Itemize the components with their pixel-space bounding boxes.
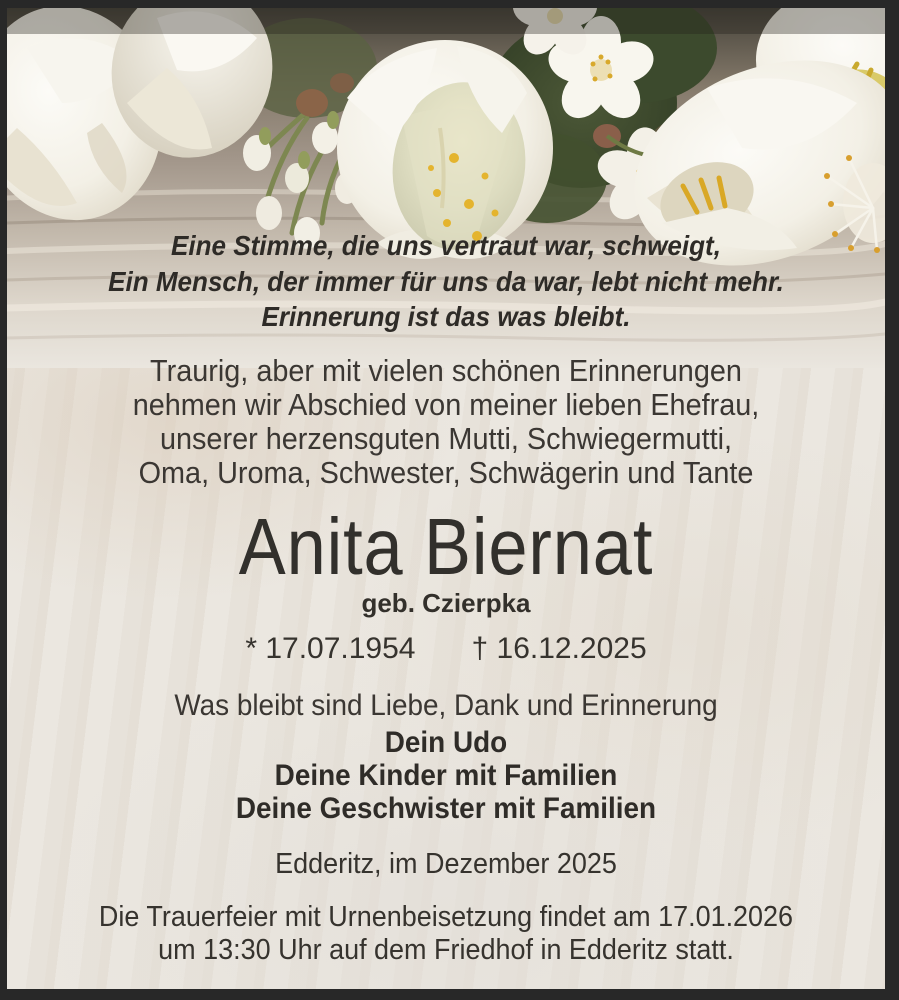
- intro-line: nehmen wir Abschied von meiner lieben Ehefrau,: [132, 387, 760, 422]
- verse-line: Erinnerung ist das was bleibt.: [261, 301, 631, 332]
- verse-line: Eine Stimme, die uns vertraut war, schweigt,: [171, 230, 721, 261]
- mourner-line: Deine Kinder mit Familien: [274, 759, 618, 792]
- place-date-line: Edderitz, im Dezember 2025: [275, 848, 617, 880]
- death-date: † 16.12.2025: [471, 632, 647, 665]
- intro-line: unserer herzensguten Mutti, Schwiegermutti,: [159, 421, 733, 456]
- intro-line: Oma, Uroma, Schwester, Schwägerin und Tante: [138, 455, 754, 490]
- life-dates: [7, 632, 885, 666]
- verse-line: Ein Mensch, der immer für uns da war, lebt nicht mehr.: [108, 266, 784, 297]
- mourner-line: Dein Udo: [384, 726, 508, 759]
- intro-line: Traurig, aber mit vielen schönen Erinnerungen: [150, 353, 742, 388]
- maiden-name: geb. Czierpka: [361, 588, 531, 618]
- birth-date: * 17.07.1954: [245, 632, 416, 665]
- obituary-card: [7, 8, 885, 989]
- obituary-text: [7, 8, 885, 989]
- funeral-info-line: Die Trauerfeier mit Urnenbeisetzung findet am 17.01.2026: [98, 901, 794, 933]
- deceased-name: Anita Biernat: [238, 502, 654, 591]
- mourner-line: Deine Geschwister mit Familien: [235, 792, 657, 825]
- closing-line: Was bleibt sind Liebe, Dank und Erinnerung: [174, 689, 718, 722]
- funeral-info-line: um 13:30 Uhr auf dem Friedhof in Edderitz statt.: [158, 934, 734, 966]
